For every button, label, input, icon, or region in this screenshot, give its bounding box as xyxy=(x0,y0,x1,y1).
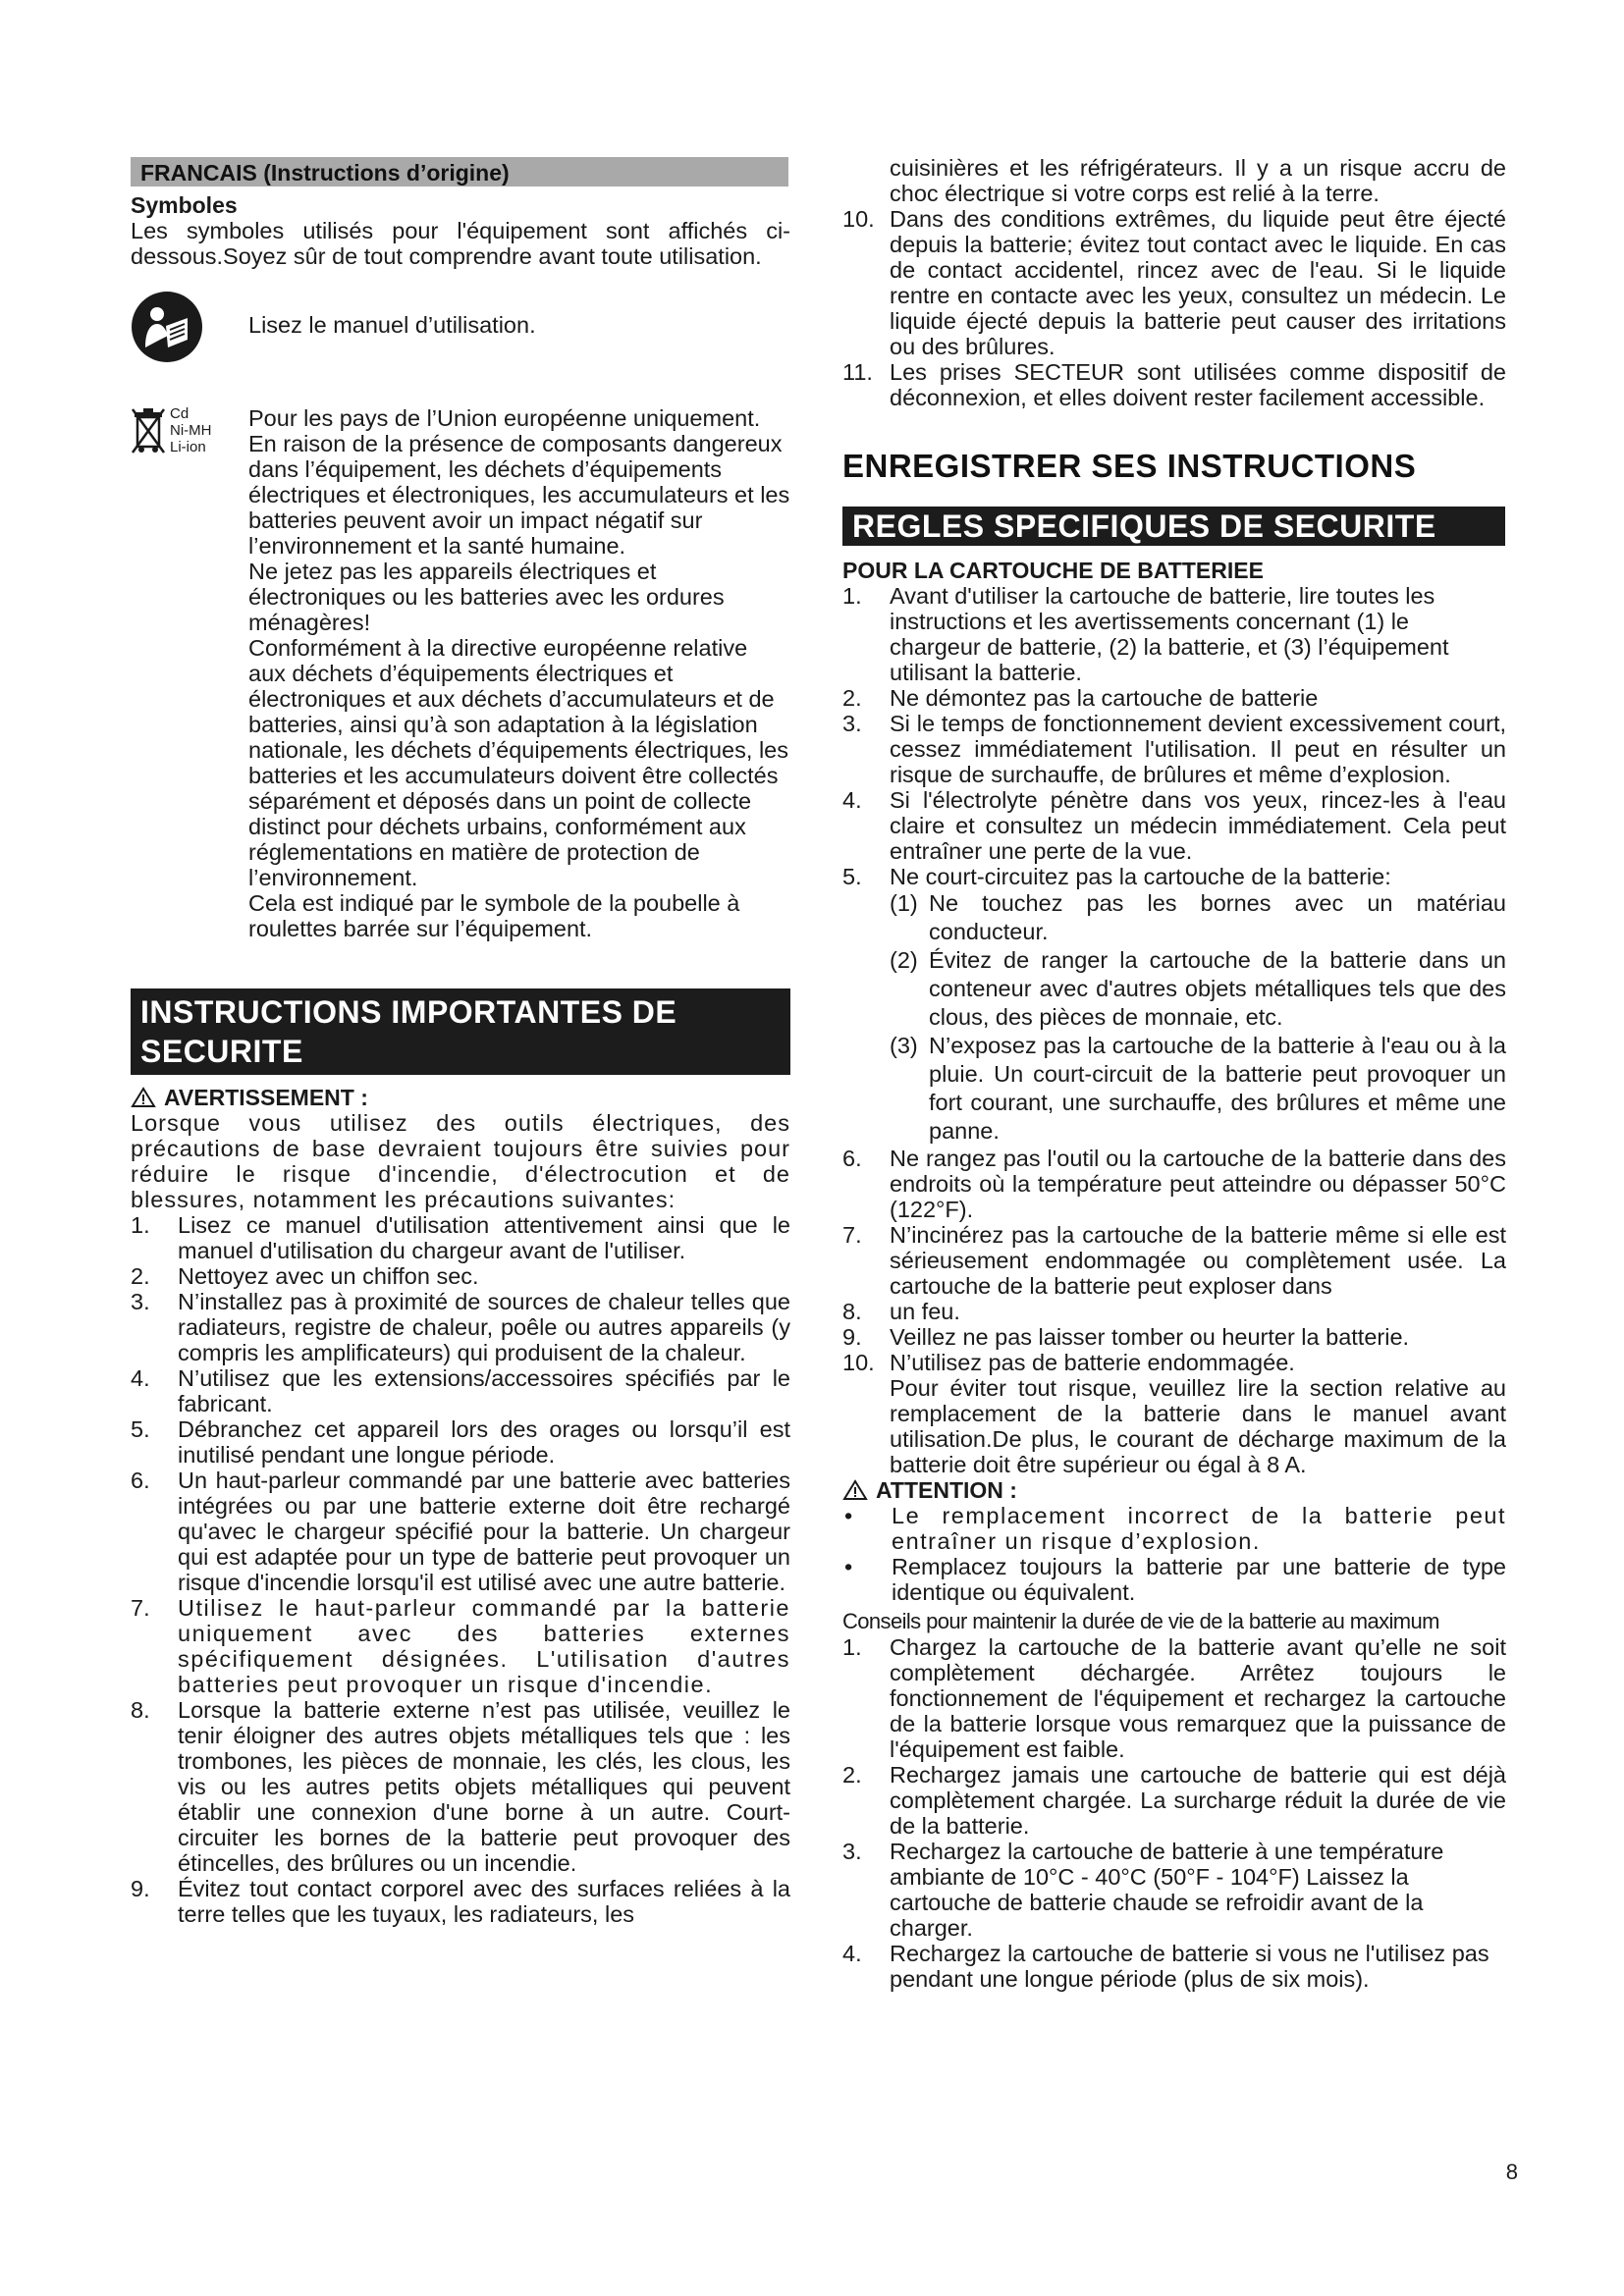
list-item: 10. Dans des conditions extrêmes, du liquide peut être éjecté depuis la batterie; évitez tout contact avec le liquide. En cas de contact accidentel, rincez avec de l'eau. Si le liquide rentre en contacte avec les yeux, consultez un médecin. Le liquide éjecté depuis la batterie peut causer des irritations ou des brûlures. xyxy=(842,206,1506,359)
warning-title: AVERTISSEMENT : xyxy=(164,1085,368,1110)
weee-symbol-text: Pour les pays de l’Union européenne uniquement. En raison de la présence de composants dangereux dans l’équipement, les déchets d’équipements électriques et électroniques, les accumulateurs et les batteries peuvent avoir un impact négatif sur l’environnement et la santé humaine. Ne jetez pas les appareils électriques et électroniques ou les batteries avec les ordures ménagères! Conformément à la directive européenne relative aux déchets d’équipements électriques et électroniques et aux déchets d’accumulateurs et de batteries, ainsi qu’à son adaptation à la législation nationale, les déchets d’équipements électriques, les batteries et les accumulateurs doivent être collectés séparément et déposés dans un point de collecte distinct pour déchets urbains, conformément aux réglementations en matière de protection de l’environnement. Cela est indiqué par le symbole de la poubelle à roulettes barrée sur l’équipement. xyxy=(248,405,790,941)
continued-text: cuisinières et les réfrigérateurs. Il y a un risque accru de choc électrique si votre corps est relié à la terre. xyxy=(890,155,1506,206)
specific-rules-band: REGLES SPECIFIQUES DE SECURITE xyxy=(842,507,1505,546)
symbols-intro: Les symboles utilisés pour l'équipement sont affichés ci-dessous.Soyez sûr de tout comprendre avant toute utilisation. xyxy=(131,218,790,269)
list-item: 8. un feu. xyxy=(842,1299,960,1324)
left-column xyxy=(131,157,790,1927)
battery-list-continued xyxy=(842,1146,1506,1375)
read-manual-icon xyxy=(131,291,248,368)
weee-label-liion: Li-ion xyxy=(170,439,206,455)
list-item: • Le remplacement incorrect de la batterie peut entraîner un risque d’explosion. xyxy=(844,1503,1506,1554)
list-item: 2. Ne démontez pas la cartouche de batterie xyxy=(842,685,1319,711)
language-section-band: FRANCAIS (Instructions d’origine) xyxy=(131,157,788,187)
weee-chemistry-labels xyxy=(170,405,212,941)
list-item: 3. N’installez pas à proximité de sources de chaleur telles que radiateurs, registre de chaleur, poêle ou autres appareils (y compris les amplificateurs) qui produisent de la chaleur. xyxy=(131,1289,790,1365)
attention-title: ATTENTION : xyxy=(876,1477,1017,1503)
symbols-title: Symboles xyxy=(131,192,238,218)
list-item: 1. Chargez la cartouche de la batterie avant qu’elle ne soit complètement déchargée. Arrêtez toujours le fonctionnement de l'équipement et rechargez la cartouche de la batterie lorsque vous remarquez que la puissance de l'équipement est faible. xyxy=(842,1634,1506,1762)
manual-symbol-text: Lisez le manuel d’utilisation. xyxy=(248,312,536,338)
list-item: 9. Évitez tout contact corporel avec des surfaces reliées à la terre telles que les tuyaux, les radiateurs, les xyxy=(131,1876,790,1927)
list-item: 11. Les prises SECTEUR sont utilisées comme dispositif de déconnexion, et elles doivent rester facilement accessible. xyxy=(842,359,1506,410)
list-item: 7. N’incinérez pas la cartouche de la batterie même si elle est sérieusement endommagée ou complètement usée. La cartouche de la batterie peut exploser dans xyxy=(842,1222,1506,1299)
list-item: 1. Avant d'utiliser la cartouche de batterie, lire toutes les instructions et les avertissements concernant (1) le chargeur de batterie, (2) la batterie, et (3) l’équipement utilisant la batterie. xyxy=(842,583,1449,685)
list-item: 1. Lisez ce manuel d'utilisation attentivement ainsi que le manuel d'utilisation du chargeur avant de l'utiliser. xyxy=(131,1212,790,1263)
weee-bin-icon xyxy=(131,405,248,941)
battery-list xyxy=(842,583,1506,889)
weee-label-cd: Cd xyxy=(170,405,189,422)
safety-list xyxy=(131,1212,790,1927)
list-item: 2. Rechargez jamais une cartouche de batterie qui est déjà complètement chargée. La surcharge réduit la durée de vie de la batterie. xyxy=(842,1762,1506,1839)
attention-list xyxy=(842,1503,1506,1605)
list-item: (1) Ne touchez pas les bornes avec un matériau conducteur. xyxy=(890,890,1506,944)
list-item: 5. Débranchez cet appareil lors des orages ou lorsqu’il est inutilisé pendant une longue période. xyxy=(131,1416,790,1468)
list-item: 5. Ne court-circuitez pas la cartouche de la batterie: xyxy=(842,864,1391,889)
weee-label-nimh: Ni-MH xyxy=(170,422,212,439)
battery-tips-list xyxy=(842,1634,1506,1992)
warning-triangle-icon xyxy=(842,1479,868,1501)
list-item: 3. Rechargez la cartouche de batterie à une température ambiante de 10°C - 40°C (50°F - 104°F) Laissez la cartouche de batterie chaude se refroidir avant de la charger. xyxy=(842,1839,1444,1941)
list-item: 6. Ne rangez pas l'outil ou la cartouche de la batterie dans des endroits où la température peut atteindre ou dépasser 50°C (122°F). xyxy=(842,1146,1506,1222)
attention-heading xyxy=(842,1477,1506,1503)
list-item: 8. Lorsque la batterie externe n’est pas utilisée, veuillez le tenir éloigner des autres objets métalliques tels que : les trombones, les pièces de monnaie, les clés, les clous, les vis ou les autres petits objets métalliques qui peuvent établir une connexion d'une borne à un autre. Court-circuiter les bornes de la batterie peut provoquer des étincelles, des brûlures ou un incendie. xyxy=(131,1697,790,1876)
list-item: 9. Veillez ne pas laisser tomber ou heurter la batterie. xyxy=(842,1324,1410,1350)
manual-symbol-row xyxy=(131,291,790,368)
battery-tips-title: Conseils pour maintenir la durée de vie de la batterie au maximum xyxy=(842,1609,1439,1633)
list-item: 4. N’utilisez que les extensions/accessoires spécifiés par le fabricant. xyxy=(131,1365,790,1416)
warning-heading xyxy=(131,1085,790,1110)
warning-intro: Lorsque vous utilisez des outils électriques, des précautions de base devraient toujours être suivies pour réduire le risque d'incendie, d'électrocution et de blessures, notamment les précautions suivantes: xyxy=(131,1110,790,1212)
save-instructions-heading: ENREGISTRER SES INSTRUCTIONS xyxy=(842,448,1417,484)
list-item: 3. Si le temps de fonctionnement devient excessivement court, cessez immédiatement l'utilisation. Il peut en résulter un risque de surchauffe, de brûlures et même d’explosion. xyxy=(842,711,1506,787)
warning-triangle-icon xyxy=(131,1087,156,1108)
page-number: 8 xyxy=(1505,2160,1518,2184)
short-circuit-sublist xyxy=(842,889,1506,1146)
battery-title: POUR LA CARTOUCHE DE BATTERIEE xyxy=(842,558,1264,583)
right-column xyxy=(842,155,1506,1992)
safety-list-continued xyxy=(842,206,1506,410)
list-item: • Remplacez toujours la batterie par une batterie de type identique ou équivalent. xyxy=(844,1554,1506,1605)
weee-symbol-row xyxy=(131,405,790,941)
list-item: 4. Rechargez la cartouche de batterie si vous ne l'utilisez pas pendant une longue période (plus de six mois). xyxy=(842,1941,1489,1992)
list-item: (2) Évitez de ranger la cartouche de la batterie dans un conteneur avec d'autres objets métalliques tels que des clous, des pièces de monnaie, etc. xyxy=(890,947,1506,1030)
list-item: 7. Utilisez le haut-parleur commandé par la batterie uniquement avec des batteries externes spécifiquement désignées. L'utilisation d'autres batteries peut provoquer un risque d'incendie. xyxy=(131,1595,790,1697)
list-item: 4. Si l'électrolyte pénètre dans vos yeux, rincez-les à l'eau claire et consultez un médecin immédiatement. Cela peut entraîner une perte de la vue. xyxy=(842,787,1506,864)
list-item: 6. Un haut-parleur commandé par une batterie avec batteries intégrées ou par une batterie externe doit être rechargé qu'avec le chargeur spécifié pour la batterie. Un chargeur qui est adaptée pour un type de batterie peut provoquer un risque d'incendie lorsqu'il est utilisé avec une autre batterie. xyxy=(131,1468,790,1595)
list-item: (3) N’exposez pas la cartouche de la batterie à l'eau ou à la pluie. Un court-circuit de la batterie peut provoquer un fort courant, une surchauffe, des brûlures et même une panne. xyxy=(890,1033,1506,1144)
important-instructions-band: INSTRUCTIONS IMPORTANTES DE SECURITE xyxy=(131,988,790,1075)
list-item: 10. N’utilisez pas de batterie endommagée. xyxy=(842,1350,1295,1375)
list-item: 2. Nettoyez avec un chiffon sec. xyxy=(131,1263,479,1289)
replacement-note: Pour éviter tout risque, veuillez lire la section relative au remplacement de la batterie dans le manuel avant utilisation.De plus, le courant de décharge maximum de la batterie doit être supérieur ou égal à 8 A. xyxy=(890,1375,1506,1477)
